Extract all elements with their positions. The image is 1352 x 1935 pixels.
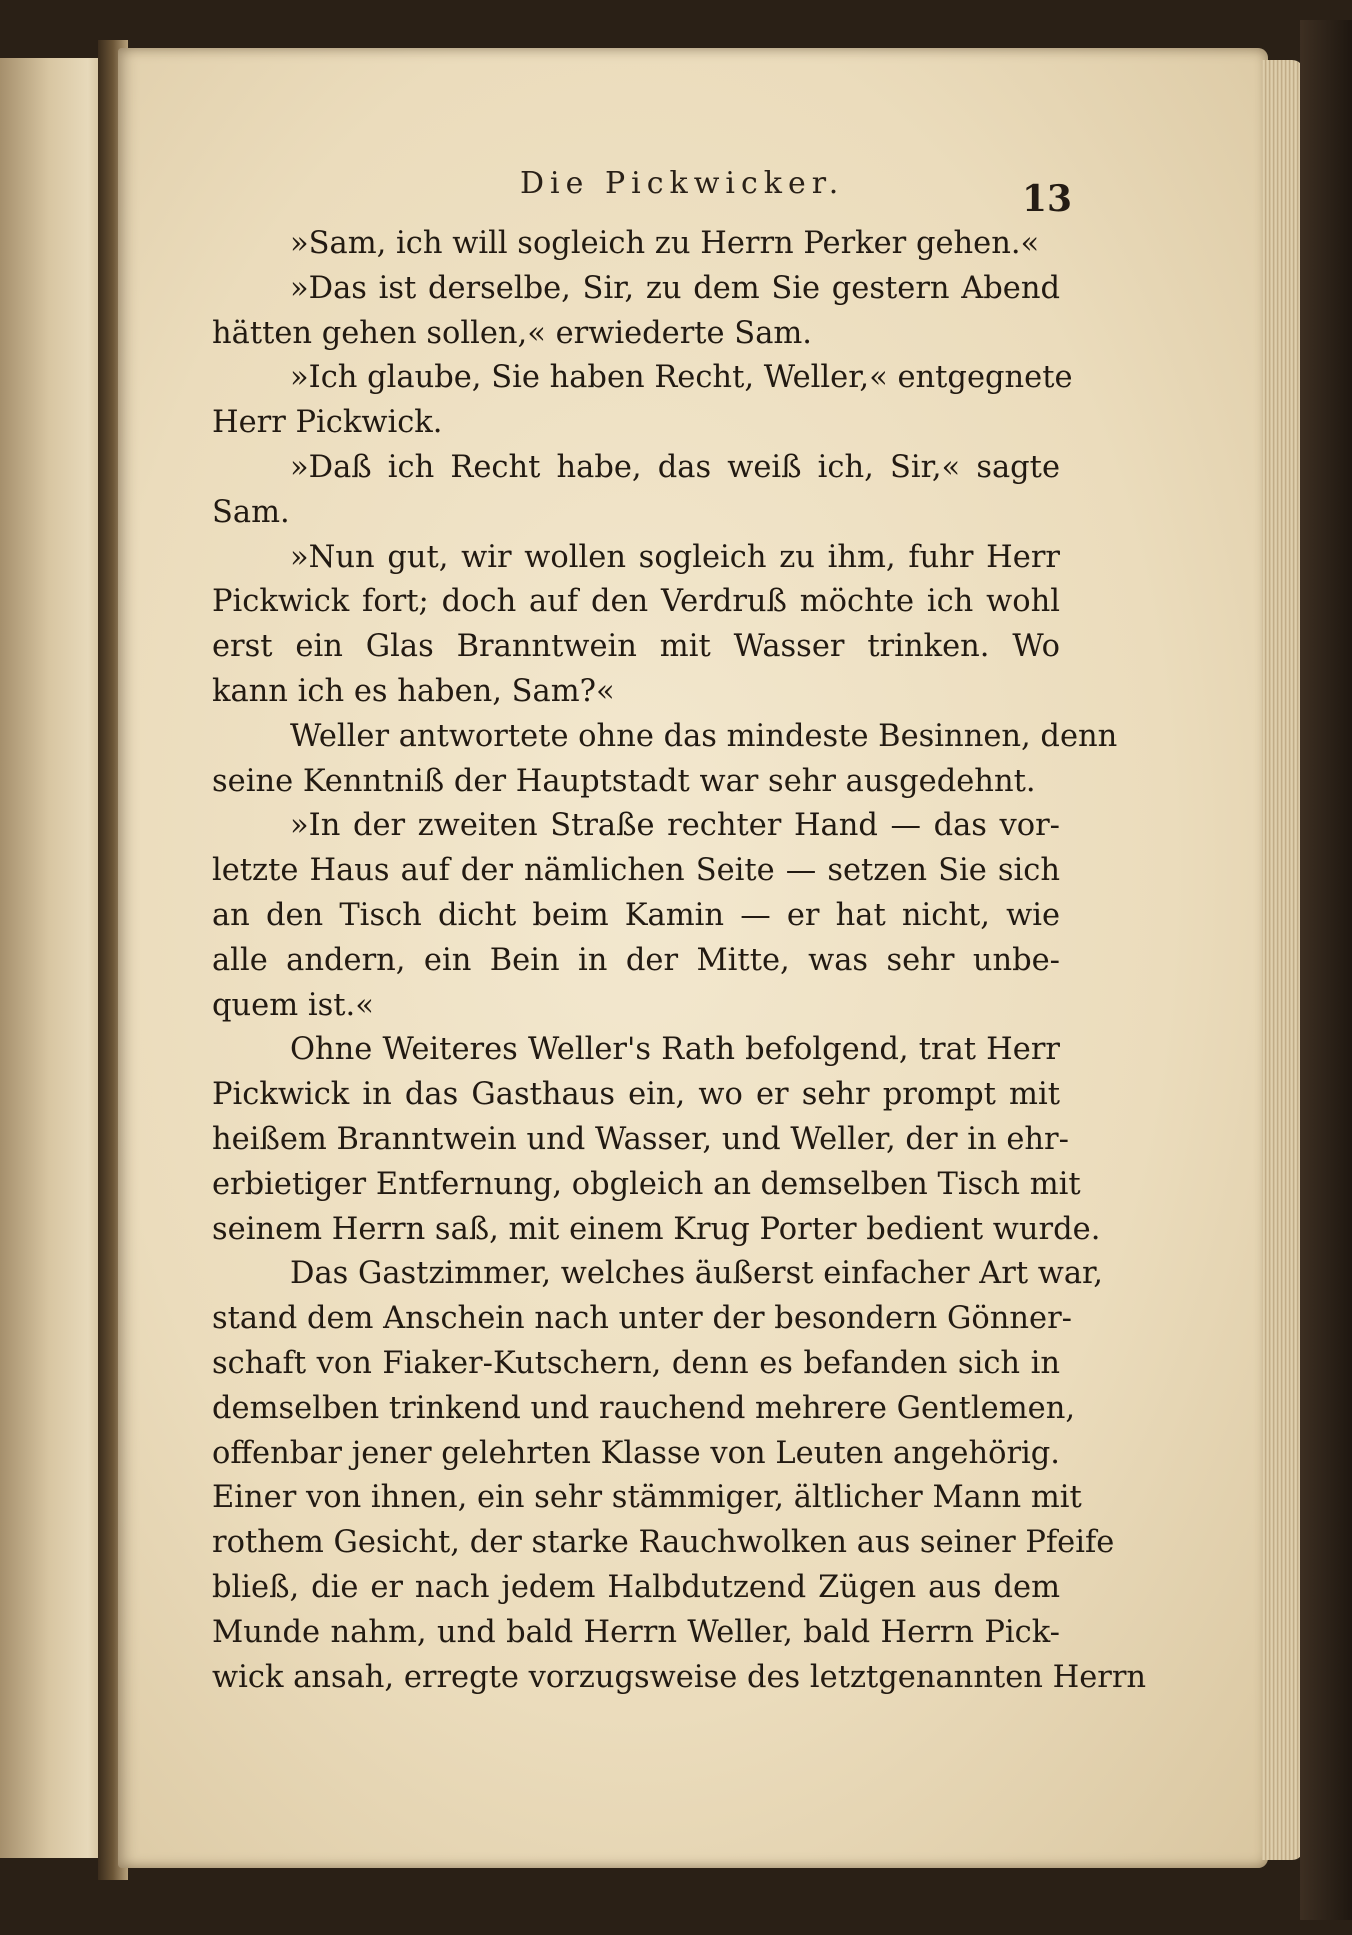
text-line: rothem Gesicht, der starke Rauchwolken aus seiner Pfeife	[212, 1525, 1115, 1561]
text-line: »Sam, ich will sogleich zu Herrn Perker gehen.«	[290, 226, 1040, 261]
text-line: offenbar jener gelehrten Klasse von Leuten angehörig.	[212, 1435, 1060, 1471]
page-edges	[1262, 60, 1304, 1860]
text-line: wick ansah, erregte vorzugsweise des letztgenannten Herrn	[212, 1659, 1147, 1695]
paragraph	[212, 715, 1118, 805]
text-line: Ohne Weiteres Weller's Rath befolgend, trat Herr	[290, 1032, 1060, 1068]
text-line: »Ich glaube, Sie haben Recht, Weller,« entgegnete	[290, 360, 1073, 396]
text-line: heißem Branntwein und Wasser, und Weller, der in ehr-	[212, 1121, 1069, 1157]
text-line: Einer von ihnen, ein sehr stämmiger, ältlicher Mann mit	[212, 1480, 1082, 1516]
text-line: Munde nahm, und bald Herrn Weller, bald Herrn Pick-	[212, 1614, 1060, 1650]
text-line: alle andern, ein Bein in der Mitte, was sehr unbe-	[212, 942, 1060, 978]
body-text	[212, 222, 1147, 1700]
text-line: erbietiger Entfernung, obgleich an demselben Tisch mit	[212, 1166, 1081, 1202]
text-line: schaft von Fiaker-Kutschern, denn es befanden sich in	[212, 1345, 1060, 1381]
text-line: bließ, die er nach jedem Halbdutzend Zügen aus dem	[212, 1569, 1060, 1605]
paragraph	[212, 804, 1060, 1028]
text-line: Herr Pickwick.	[212, 405, 443, 441]
text-line: »Daß ich Recht habe, das weiß ich, Sir,« sagte	[290, 449, 1060, 485]
text-line: Sam.	[212, 494, 290, 530]
text-line: hätten gehen sollen,« erwiederte Sam.	[212, 315, 812, 351]
text-line: demselben trinkend und rauchend mehrere Gentlemen,	[212, 1390, 1076, 1426]
text-line: »In der zweiten Straße rechter Hand — das vor-	[290, 808, 1060, 844]
paragraph	[212, 356, 1073, 446]
text-line: seine Kenntniß der Hauptstadt war sehr ausgedehnt.	[212, 763, 1036, 799]
book-cover-edge	[1300, 20, 1352, 1920]
text-line: Pickwick fort; doch auf den Verdruß möchte ich wohl	[212, 584, 1060, 620]
paragraph	[212, 536, 1060, 715]
paragraph	[212, 222, 1060, 267]
left-page-edge	[0, 58, 110, 1858]
text-line: an den Tisch dicht beim Kamin — er hat nicht, wie	[212, 897, 1060, 933]
page-number: 13	[1022, 178, 1073, 220]
text-line: stand dem Anschein nach unter der besondern Gönner-	[212, 1301, 1072, 1337]
text-line: Weller antwortete ohne das mindeste Besinnen, denn	[290, 718, 1118, 754]
text-line: »Nun gut, wir wollen sogleich zu ihm, fuhr Herr	[290, 539, 1060, 575]
text-line: Pickwick in das Gasthaus ein, wo er sehr prompt mit	[212, 1077, 1060, 1113]
text-line: Das Gastzimmer, welches äußerst einfacher Art war,	[290, 1256, 1103, 1292]
paragraph	[212, 1028, 1101, 1252]
text-line: »Das ist derselbe, Sir, zu dem Sie gestern Abend	[290, 270, 1060, 306]
text-line: letzte Haus auf der nämlichen Seite — setzen Sie sich	[212, 853, 1060, 889]
text-line: seinem Herrn saß, mit einem Krug Porter bedient wurde.	[212, 1211, 1101, 1247]
paragraph	[212, 446, 1060, 536]
paragraph	[212, 1252, 1147, 1700]
text-line: kann ich es haben, Sam?«	[212, 673, 615, 709]
text-line: erst ein Glas Branntwein mit Wasser trinken. Wo	[212, 629, 1060, 665]
text-line: quem ist.«	[212, 987, 374, 1023]
paragraph	[212, 267, 1060, 357]
running-title: Die Pickwicker.	[520, 166, 845, 201]
